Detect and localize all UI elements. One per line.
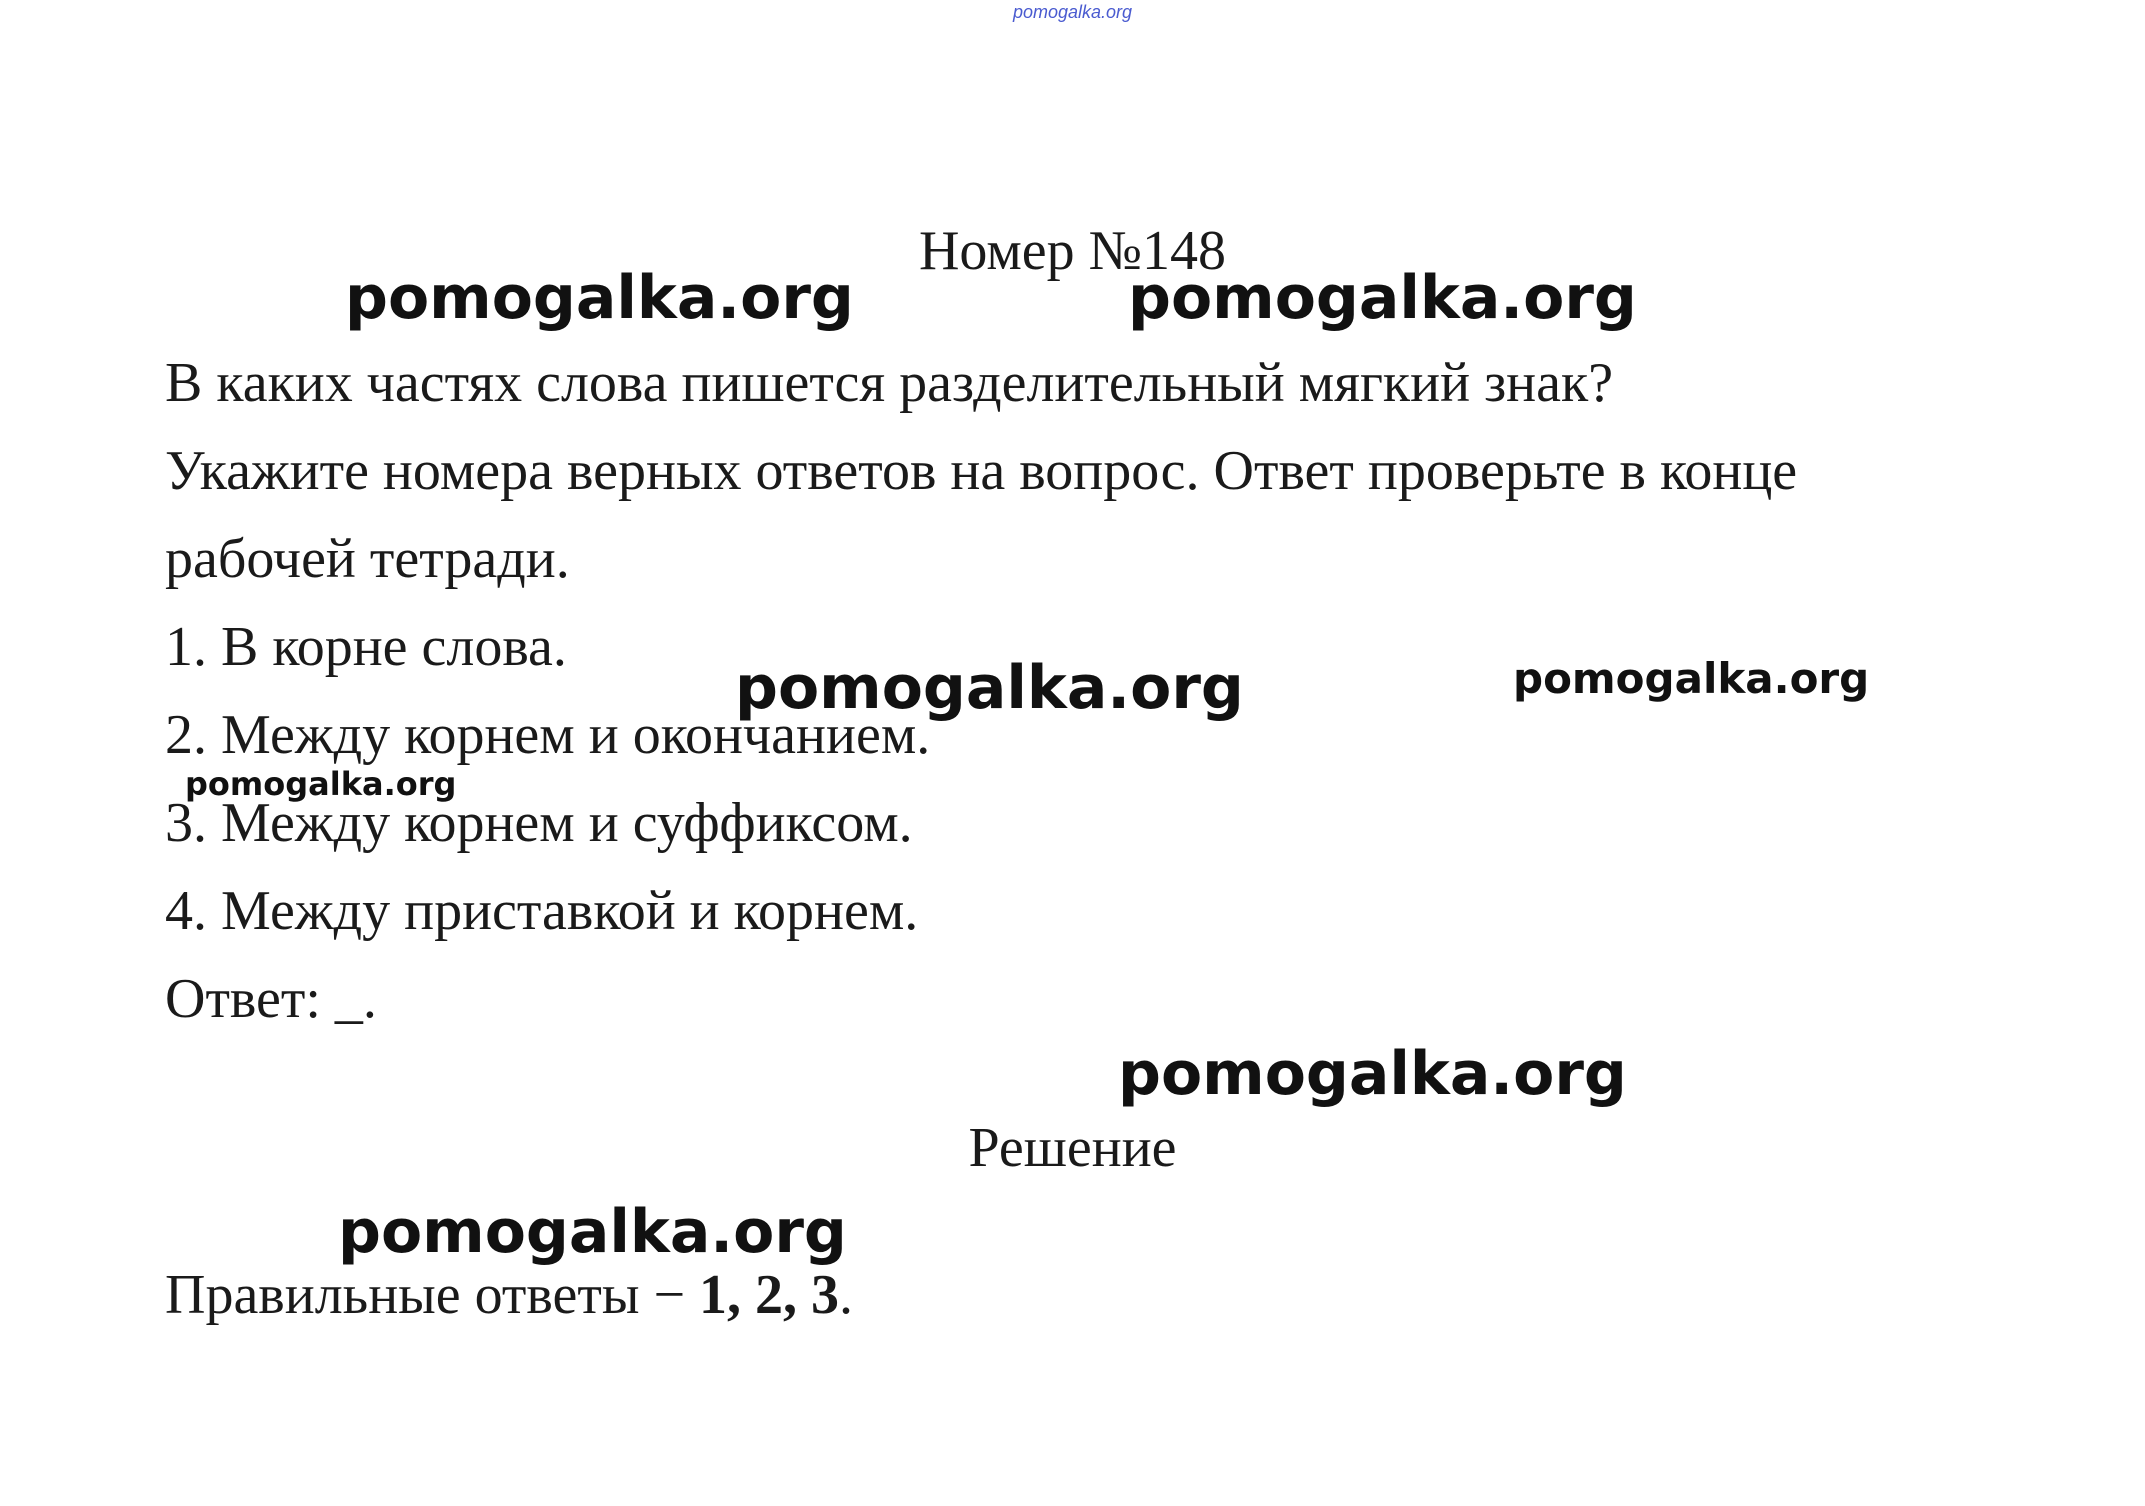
- watermark: pomogalka.org: [735, 653, 1244, 723]
- option-2: 2. Между корнем и окончанием.: [165, 704, 931, 766]
- answer-blank: Ответ: _.: [165, 968, 377, 1030]
- question-line-1: В каких частях слова пишется разделительный мягкий знак?: [165, 352, 1614, 414]
- watermark: pomogalka.org: [1118, 1039, 1627, 1109]
- watermark: pomogalka.org: [185, 765, 457, 803]
- solution-answer: [165, 1262, 853, 1329]
- option-3: 3. Между корнем и суффиксом.: [165, 792, 913, 854]
- solution-heading: Решение: [968, 1117, 1177, 1179]
- page-title: Номер №148: [918, 220, 1227, 282]
- watermark: pomogalka.org: [1513, 654, 1870, 703]
- watermark: pomogalka.org: [1128, 263, 1637, 333]
- watermark: pomogalka.org: [338, 1197, 847, 1267]
- site-mark: pomogalka.org: [1012, 2, 1133, 22]
- solution-suffix: .: [839, 1264, 854, 1326]
- option-1: 1. В корне слова.: [165, 616, 567, 678]
- solution-prefix: Правильные ответы −: [165, 1264, 700, 1326]
- question-line-2: Укажите номера верных ответов на вопрос. Ответ проверьте в конце: [165, 440, 1798, 502]
- solution-answer-numbers: 1, 2, 3: [699, 1264, 840, 1326]
- question-line-3: рабочей тетради.: [165, 528, 570, 590]
- watermark: pomogalka.org: [345, 263, 854, 333]
- option-4: 4. Между приставкой и корнем.: [165, 880, 919, 942]
